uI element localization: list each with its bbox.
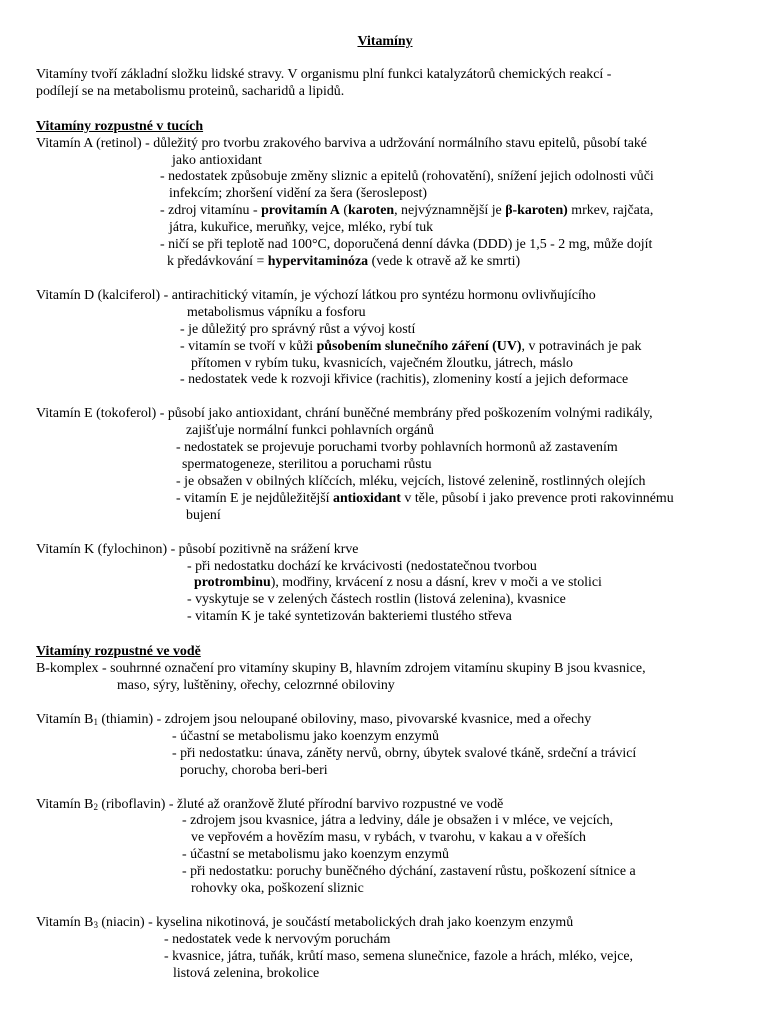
- vitamin-name: B-komplex -: [36, 661, 107, 677]
- bullet-line: - nedostatek se projevuje poruchami tvorby pohlavních hormonů až zastavením: [176, 440, 618, 456]
- vitamin-text: souhrnné označení pro vitamíny skupiny B, hlavním zdrojem vitamínu skupiny B jsou kvasnice,: [106, 661, 646, 677]
- bullet-line: - ničí se při teplotě nad 100°C, doporučená denní dávka (DDD) je 1,5 - 2 mg, může dojít: [160, 237, 653, 253]
- bullet-line: - vitamín K je také syntetizován bakteriemi tlustého střeva: [187, 609, 512, 625]
- bullet-line: - při nedostatku: poruchy buněčného dýchání, zastavení růstu, poškození sítnice a: [182, 864, 636, 880]
- vitamin-b1-entry: [36, 712, 734, 780]
- vitamin-name: Vitamín E (tokoferol) -: [36, 406, 165, 422]
- bullet-line: - účastní se metabolismu jako koenzym enzymů: [172, 728, 439, 744]
- vitamin-text: jako antioxidant: [172, 152, 262, 168]
- bullet-line: - kvasnice, játra, tuňák, krůtí maso, semena slunečnice, fazole a hrách, mléko, vejce,: [164, 948, 633, 964]
- bullet-line: - zdrojem jsou kvasnice, játra a ledviny, dále je obsažen i v mléce, ve vejcích,: [182, 813, 614, 829]
- section-heading-fat-soluble: Vitamíny rozpustné v tucích: [36, 118, 204, 134]
- vitamin-name: Vitamín $B_1$ (thiamin) -: [36, 711, 162, 727]
- vitamin-text: kyselina nikotinová, je součástí metabolických drah jako koenzym enzymů: [152, 914, 574, 930]
- vitamin-text: zdrojem jsou neloupané obiloviny, maso, pivovarské kvasnice, med a ořechy: [161, 711, 592, 727]
- bullet-line: - nedostatek způsobuje změny sliznic a epitelů (rohovatění), snížení jejich odolnosti vůči: [160, 169, 654, 185]
- vitamin-text: zajišťuje normální funkci pohlavních orgánů: [186, 423, 434, 439]
- intro-line: Vitamíny tvoří základní složku lidské stravy. V organismu plní funkci katalyzátorů chemických reakcí -: [36, 66, 612, 82]
- bullet-line: - při nedostatku: únava, záněty nervů, obrny, úbytek svalové tkáně, srdeční a trávicí: [172, 745, 637, 761]
- vitamin-name: Vitamín A (retinol) -: [36, 135, 150, 151]
- vitamin-text: maso, sýry, luštěniny, ořechy, celozrnné obiloviny: [117, 678, 395, 693]
- vitamin-k-entry: [36, 542, 734, 627]
- bullet-line: bujení: [186, 507, 221, 523]
- intro-line: podílejí se na metabolismu proteinů, sacharidů a lipidů.: [36, 83, 345, 99]
- bullet-line: - je obsažen v obilných klíčcích, mléku, vejcích, listové zelenině, rostlinných olejích: [176, 473, 646, 489]
- vitamin-e-entry: [36, 406, 734, 524]
- page-title: Vitamíny: [357, 34, 413, 49]
- vitamin-name: Vitamín $B_3$ (niacin) -: [36, 914, 153, 930]
- bullet-line: - nedostatek vede k nervovým poruchám: [164, 931, 391, 947]
- bullet-line: - účastní se metabolismu jako koenzym enzymů: [182, 847, 449, 863]
- vitamin-text: důležitý pro tvorbu zrakového barviva a udržování normálního stavu epitelů, působí také: [149, 135, 647, 151]
- vitamin-text: působí jako antioxidant, chrání buněčné membrány před poškozením volnými radikály,: [164, 406, 653, 422]
- bullet-line: protrombinu), modřiny, krvácení z nosu a dásní, krev v moči a ve stolici: [194, 575, 602, 591]
- bullet-line: - zdroj vitamínu - provitamín A (karoten, nejvýznamnější je β-karoten) mrkev, rajčata,: [160, 203, 654, 219]
- bullet-line: - vitamín se tvoří v kůži působením slunečního záření (UV), v potravinách je pak: [180, 338, 642, 354]
- vitamin-a-entry: [36, 136, 734, 271]
- vitamin-text: antirachitický vitamín, je výchozí látkou pro syntézu hormonu ovlivňujícího: [168, 287, 596, 303]
- vitamin-name: Vitamín D (kalciferol) -: [36, 287, 169, 303]
- bullet-line: - nedostatek vede k rozvoji křivice (rachitis), zlomeniny kostí a jejich deformace: [180, 372, 629, 388]
- vitamin-d-entry: [36, 288, 734, 389]
- bullet-line: játra, kukuřice, meruňky, vejce, mléko, rybí tuk: [169, 220, 434, 236]
- vitamin-text: žluté až oranžově žluté přírodní barvivo rozpustné ve vodě: [173, 796, 504, 812]
- bullet-line: listová zelenina, brokolice: [173, 965, 320, 981]
- vitamin-b-complex-entry: [36, 661, 734, 695]
- bullet-line: ve vepřovém a hovězím masu, v rybách, v tvarohu, v kakau a v ořeších: [191, 830, 586, 846]
- vitamin-name: Vitamín K (fylochinon) -: [36, 541, 176, 557]
- vitamin-text: metabolismus vápníku a fosforu: [187, 304, 366, 320]
- section-heading-water-soluble: Vitamíny rozpustné ve vodě: [36, 644, 201, 660]
- bullet-line: rohovky oka, poškození sliznic: [191, 881, 364, 897]
- bullet-line: - při nedostatku dochází ke krvácivosti (nedostatečnou tvorbou: [187, 558, 537, 574]
- bullet-line: spermatogeneze, sterilitou a poruchami růstu: [182, 457, 432, 473]
- vitamin-b3-entry: [36, 915, 734, 983]
- vitamin-b2-entry: [36, 797, 734, 898]
- bullet-line: - vitamín E je nejdůležitější antioxidant v těle, působí i jako prevence proti rakovinnému: [176, 490, 674, 506]
- bullet-line: k předávkování = hypervitaminóza (vede k otravě až ke smrti): [167, 253, 521, 269]
- bullet-line: přítomen v rybím tuku, kvasnicích, vaječném žloutku, játrech, máslo: [191, 355, 573, 371]
- vitamin-text: působí pozitivně na srážení krve: [175, 541, 359, 557]
- bullet-line: - je důležitý pro správný růst a vývoj kostí: [180, 321, 416, 337]
- intro-paragraph: [36, 67, 734, 101]
- bullet-line: - vyskytuje se v zelených částech rostlin (listová zelenina), kvasnice: [187, 592, 566, 608]
- bullet-line: infekcím; zhoršení vidění za šera (šeroslepost): [169, 186, 428, 202]
- vitamin-name: Vitamín $B_2$ (riboflavin) -: [36, 796, 174, 812]
- bullet-line: poruchy, choroba beri-beri: [180, 762, 328, 778]
